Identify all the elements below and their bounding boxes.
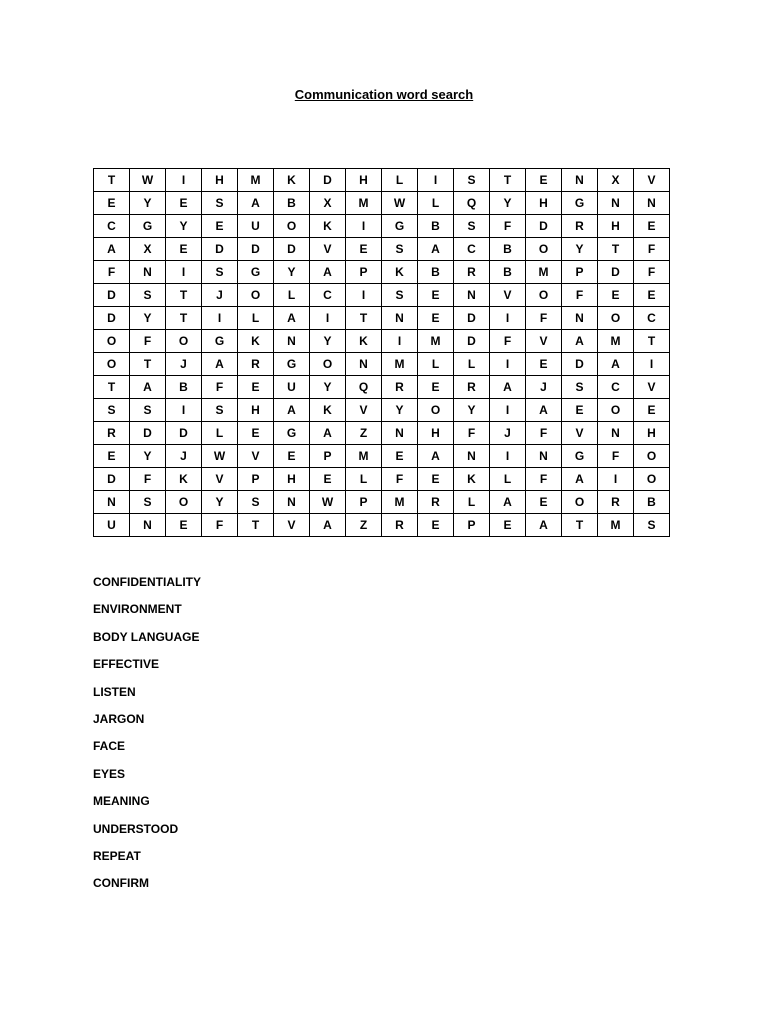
grid-cell: Z	[346, 514, 382, 537]
grid-cell: W	[130, 169, 166, 192]
grid-cell: N	[274, 491, 310, 514]
grid-cell: S	[382, 284, 418, 307]
grid-cell: S	[130, 284, 166, 307]
grid-row	[94, 215, 670, 238]
grid-cell: H	[598, 215, 634, 238]
grid-cell: V	[490, 284, 526, 307]
word-list-item: BODY LANGUAGE	[93, 629, 200, 644]
grid-cell: G	[562, 445, 598, 468]
grid-cell: F	[490, 215, 526, 238]
grid-cell: C	[94, 215, 130, 238]
grid-row	[94, 445, 670, 468]
grid-row	[94, 399, 670, 422]
grid-cell: R	[598, 491, 634, 514]
grid-cell: E	[418, 307, 454, 330]
grid-cell: T	[598, 238, 634, 261]
grid-cell: E	[526, 491, 562, 514]
grid-cell: A	[418, 238, 454, 261]
grid-cell: R	[382, 376, 418, 399]
grid-cell: Y	[166, 215, 202, 238]
grid-cell: Y	[202, 491, 238, 514]
grid-cell: D	[94, 284, 130, 307]
grid-cell: I	[634, 353, 670, 376]
grid-cell: J	[526, 376, 562, 399]
grid-cell: E	[166, 238, 202, 261]
grid-cell: L	[454, 353, 490, 376]
grid-cell: N	[562, 307, 598, 330]
grid-cell: E	[238, 376, 274, 399]
grid-cell: G	[382, 215, 418, 238]
grid-cell: E	[94, 192, 130, 215]
grid-cell: O	[634, 445, 670, 468]
grid-cell: V	[526, 330, 562, 353]
grid-cell: X	[130, 238, 166, 261]
grid-cell: G	[274, 353, 310, 376]
grid-cell: T	[490, 169, 526, 192]
grid-cell: F	[562, 284, 598, 307]
grid-cell: S	[454, 169, 490, 192]
grid-cell: O	[310, 353, 346, 376]
grid-cell: H	[274, 468, 310, 491]
grid-cell: F	[382, 468, 418, 491]
grid-cell: I	[382, 330, 418, 353]
grid-cell: L	[490, 468, 526, 491]
grid-cell: E	[202, 215, 238, 238]
grid-cell: F	[526, 307, 562, 330]
grid-cell: V	[202, 468, 238, 491]
grid-cell: O	[598, 399, 634, 422]
grid-cell: E	[382, 445, 418, 468]
grid-cell: O	[238, 284, 274, 307]
grid-cell: E	[346, 238, 382, 261]
grid-cell: X	[598, 169, 634, 192]
grid-cell: S	[238, 491, 274, 514]
grid-cell: J	[166, 353, 202, 376]
grid-cell: A	[274, 307, 310, 330]
grid-cell: T	[130, 353, 166, 376]
grid-row	[94, 330, 670, 353]
grid-cell: B	[274, 192, 310, 215]
grid-cell: D	[562, 353, 598, 376]
grid-cell: I	[490, 353, 526, 376]
grid-cell: I	[166, 261, 202, 284]
grid-cell: K	[382, 261, 418, 284]
grid-cell: R	[454, 261, 490, 284]
grid-cell: L	[418, 192, 454, 215]
grid-cell: L	[418, 353, 454, 376]
grid-cell: Z	[346, 422, 382, 445]
grid-cell: N	[526, 445, 562, 468]
grid-cell: G	[202, 330, 238, 353]
grid-cell: G	[238, 261, 274, 284]
grid-cell: Q	[454, 192, 490, 215]
grid-cell: I	[490, 399, 526, 422]
grid-cell: M	[346, 445, 382, 468]
grid-cell: L	[382, 169, 418, 192]
grid-cell: E	[598, 284, 634, 307]
grid-cell: P	[346, 261, 382, 284]
grid-cell: P	[562, 261, 598, 284]
grid-cell: E	[526, 353, 562, 376]
grid-cell: Q	[346, 376, 382, 399]
grid-cell: D	[454, 330, 490, 353]
grid-cell: L	[346, 468, 382, 491]
grid-cell: I	[598, 468, 634, 491]
grid-cell: A	[526, 399, 562, 422]
grid-cell: W	[310, 491, 346, 514]
grid-cell: A	[490, 491, 526, 514]
grid-cell: L	[202, 422, 238, 445]
grid-cell: D	[94, 468, 130, 491]
grid-cell: R	[454, 376, 490, 399]
grid-cell: A	[562, 330, 598, 353]
grid-cell: B	[634, 491, 670, 514]
word-list-item: MEANING	[93, 794, 150, 809]
grid-row	[94, 238, 670, 261]
grid-cell: T	[166, 307, 202, 330]
grid-cell: T	[166, 284, 202, 307]
word-list	[93, 574, 201, 903]
grid-cell: E	[634, 215, 670, 238]
grid-row	[94, 353, 670, 376]
grid-cell: F	[130, 468, 166, 491]
grid-cell: S	[634, 514, 670, 537]
grid-cell: U	[274, 376, 310, 399]
grid-cell: M	[346, 192, 382, 215]
grid-cell: E	[310, 468, 346, 491]
grid-cell: T	[94, 376, 130, 399]
grid-cell: F	[130, 330, 166, 353]
grid-cell: E	[418, 284, 454, 307]
grid-cell: W	[382, 192, 418, 215]
word-list-item: ENVIRONMENT	[93, 602, 182, 617]
grid-cell: D	[454, 307, 490, 330]
grid-cell: A	[130, 376, 166, 399]
grid-cell: T	[634, 330, 670, 353]
grid-cell: S	[202, 399, 238, 422]
grid-cell: D	[238, 238, 274, 261]
grid-row	[94, 422, 670, 445]
grid-cell: N	[94, 491, 130, 514]
grid-cell: E	[634, 284, 670, 307]
grid-cell: J	[490, 422, 526, 445]
word-list-item: FACE	[93, 739, 126, 754]
grid-cell: I	[202, 307, 238, 330]
grid-cell: A	[202, 353, 238, 376]
grid-cell: L	[238, 307, 274, 330]
grid-cell: H	[238, 399, 274, 422]
word-list-item: EYES	[93, 766, 126, 781]
grid-cell: A	[418, 445, 454, 468]
grid-cell: O	[166, 330, 202, 353]
grid-cell: I	[490, 307, 526, 330]
grid-cell: A	[274, 399, 310, 422]
grid-row	[94, 514, 670, 537]
grid-cell: F	[526, 468, 562, 491]
grid-cell: Y	[562, 238, 598, 261]
grid-cell: M	[598, 330, 634, 353]
grid-row	[94, 169, 670, 192]
grid-cell: B	[166, 376, 202, 399]
grid-cell: A	[94, 238, 130, 261]
grid-cell: U	[94, 514, 130, 537]
grid-cell: Y	[310, 376, 346, 399]
grid-cell: T	[562, 514, 598, 537]
grid-cell: H	[418, 422, 454, 445]
grid-cell: E	[166, 192, 202, 215]
grid-cell: K	[238, 330, 274, 353]
grid-cell: G	[562, 192, 598, 215]
grid-cell: P	[238, 468, 274, 491]
grid-cell: S	[382, 238, 418, 261]
grid-cell: P	[310, 445, 346, 468]
grid-cell: V	[346, 399, 382, 422]
grid-cell: D	[274, 238, 310, 261]
grid-cell: U	[238, 215, 274, 238]
grid-cell: Y	[130, 192, 166, 215]
grid-cell: S	[94, 399, 130, 422]
grid-cell: E	[562, 399, 598, 422]
grid-cell: H	[634, 422, 670, 445]
grid-cell: F	[94, 261, 130, 284]
grid-cell: V	[310, 238, 346, 261]
grid-cell: I	[310, 307, 346, 330]
grid-cell: W	[202, 445, 238, 468]
grid-cell: Y	[382, 399, 418, 422]
grid-cell: R	[238, 353, 274, 376]
grid-row	[94, 284, 670, 307]
grid-cell: M	[382, 353, 418, 376]
grid-cell: A	[310, 422, 346, 445]
grid-cell: Y	[310, 330, 346, 353]
grid-cell: D	[166, 422, 202, 445]
grid-cell: D	[526, 215, 562, 238]
grid-cell: B	[418, 261, 454, 284]
grid-cell: L	[274, 284, 310, 307]
grid-cell: K	[274, 169, 310, 192]
grid-cell: E	[634, 399, 670, 422]
grid-cell: F	[634, 238, 670, 261]
grid-cell: E	[166, 514, 202, 537]
grid-cell: Y	[130, 445, 166, 468]
grid-cell: I	[346, 284, 382, 307]
grid-cell: N	[454, 445, 490, 468]
grid-cell: A	[310, 261, 346, 284]
grid-cell: Y	[490, 192, 526, 215]
grid-cell: B	[490, 238, 526, 261]
grid-cell: N	[598, 192, 634, 215]
grid-cell: X	[310, 192, 346, 215]
grid-row	[94, 468, 670, 491]
grid-cell: E	[418, 468, 454, 491]
grid-cell: T	[94, 169, 130, 192]
grid-cell: F	[202, 514, 238, 537]
grid-cell: N	[382, 422, 418, 445]
grid-row	[94, 192, 670, 215]
grid-cell: S	[202, 192, 238, 215]
grid-cell: K	[346, 330, 382, 353]
grid-cell: T	[346, 307, 382, 330]
grid-cell: E	[418, 514, 454, 537]
grid-cell: P	[454, 514, 490, 537]
word-search-grid	[93, 168, 670, 537]
grid-cell: O	[526, 238, 562, 261]
grid-cell: O	[166, 491, 202, 514]
grid-cell: O	[94, 330, 130, 353]
grid-cell: O	[94, 353, 130, 376]
grid-cell: S	[562, 376, 598, 399]
grid-cell: S	[454, 215, 490, 238]
grid-cell: L	[454, 491, 490, 514]
grid-cell: I	[346, 215, 382, 238]
grid-cell: I	[166, 169, 202, 192]
grid-cell: O	[598, 307, 634, 330]
grid-cell: Y	[274, 261, 310, 284]
grid-cell: D	[94, 307, 130, 330]
grid-cell: A	[598, 353, 634, 376]
grid-cell: D	[310, 169, 346, 192]
grid-cell: E	[526, 169, 562, 192]
grid-cell: S	[130, 399, 166, 422]
grid-cell: V	[238, 445, 274, 468]
grid-cell: I	[490, 445, 526, 468]
grid-row	[94, 261, 670, 284]
grid-cell: K	[454, 468, 490, 491]
grid-cell: V	[562, 422, 598, 445]
grid-cell: E	[94, 445, 130, 468]
grid-cell: F	[598, 445, 634, 468]
grid-cell: C	[310, 284, 346, 307]
grid-cell: N	[382, 307, 418, 330]
grid-cell: M	[238, 169, 274, 192]
grid-cell: B	[490, 261, 526, 284]
grid-cell: M	[418, 330, 454, 353]
grid-row	[94, 491, 670, 514]
word-list-item: LISTEN	[93, 684, 136, 699]
grid-cell: K	[310, 215, 346, 238]
grid-cell: H	[202, 169, 238, 192]
grid-cell: R	[382, 514, 418, 537]
grid-cell: F	[526, 422, 562, 445]
page-title: Communication word search	[294, 87, 474, 102]
grid-cell: I	[166, 399, 202, 422]
grid-cell: A	[562, 468, 598, 491]
grid-cell: M	[598, 514, 634, 537]
grid-cell: S	[130, 491, 166, 514]
grid-cell: V	[634, 169, 670, 192]
grid-cell: R	[94, 422, 130, 445]
grid-cell: V	[274, 514, 310, 537]
word-list-item: CONFIRM	[93, 876, 149, 891]
grid-cell: N	[346, 353, 382, 376]
grid-cell: N	[454, 284, 490, 307]
grid-cell: N	[130, 261, 166, 284]
grid-cell: V	[634, 376, 670, 399]
grid-cell: O	[634, 468, 670, 491]
grid-cell: O	[562, 491, 598, 514]
grid-cell: K	[166, 468, 202, 491]
grid-cell: N	[274, 330, 310, 353]
grid-cell: N	[130, 514, 166, 537]
grid-cell: F	[202, 376, 238, 399]
grid-cell: M	[526, 261, 562, 284]
grid-cell: E	[274, 445, 310, 468]
grid-cell: E	[490, 514, 526, 537]
grid-cell: J	[202, 284, 238, 307]
grid-cell: A	[310, 514, 346, 537]
grid-cell: E	[238, 422, 274, 445]
grid-row	[94, 307, 670, 330]
grid-cell: F	[634, 261, 670, 284]
grid-cell: O	[418, 399, 454, 422]
word-list-item: UNDERSTOOD	[93, 821, 179, 836]
grid-cell: E	[418, 376, 454, 399]
grid-cell: D	[202, 238, 238, 261]
grid-cell: D	[598, 261, 634, 284]
grid-cell: B	[418, 215, 454, 238]
grid-cell: M	[382, 491, 418, 514]
grid-cell: F	[454, 422, 490, 445]
grid-cell: O	[526, 284, 562, 307]
grid-cell: D	[130, 422, 166, 445]
grid-cell: N	[634, 192, 670, 215]
grid-cell: H	[526, 192, 562, 215]
word-list-item: EFFECTIVE	[93, 657, 160, 672]
grid-cell: N	[562, 169, 598, 192]
grid-cell: J	[166, 445, 202, 468]
grid-cell: O	[274, 215, 310, 238]
grid-cell: N	[598, 422, 634, 445]
grid-cell: K	[310, 399, 346, 422]
grid-cell: Y	[454, 399, 490, 422]
grid-cell: C	[634, 307, 670, 330]
grid-cell: P	[346, 491, 382, 514]
grid-cell: S	[202, 261, 238, 284]
grid-cell: R	[562, 215, 598, 238]
grid-cell: C	[454, 238, 490, 261]
grid-cell: H	[346, 169, 382, 192]
grid-cell: T	[238, 514, 274, 537]
grid-cell: G	[130, 215, 166, 238]
grid-cell: A	[490, 376, 526, 399]
grid-cell: I	[418, 169, 454, 192]
grid-cell: A	[526, 514, 562, 537]
grid-cell: Y	[130, 307, 166, 330]
word-list-item: CONFIDENTIALITY	[93, 575, 201, 589]
grid-row	[94, 376, 670, 399]
grid-cell: A	[238, 192, 274, 215]
word-list-item: REPEAT	[93, 848, 141, 863]
grid-cell: G	[274, 422, 310, 445]
grid-cell: F	[490, 330, 526, 353]
grid-cell: C	[598, 376, 634, 399]
word-list-item: JARGON	[93, 711, 145, 726]
grid-cell: R	[418, 491, 454, 514]
